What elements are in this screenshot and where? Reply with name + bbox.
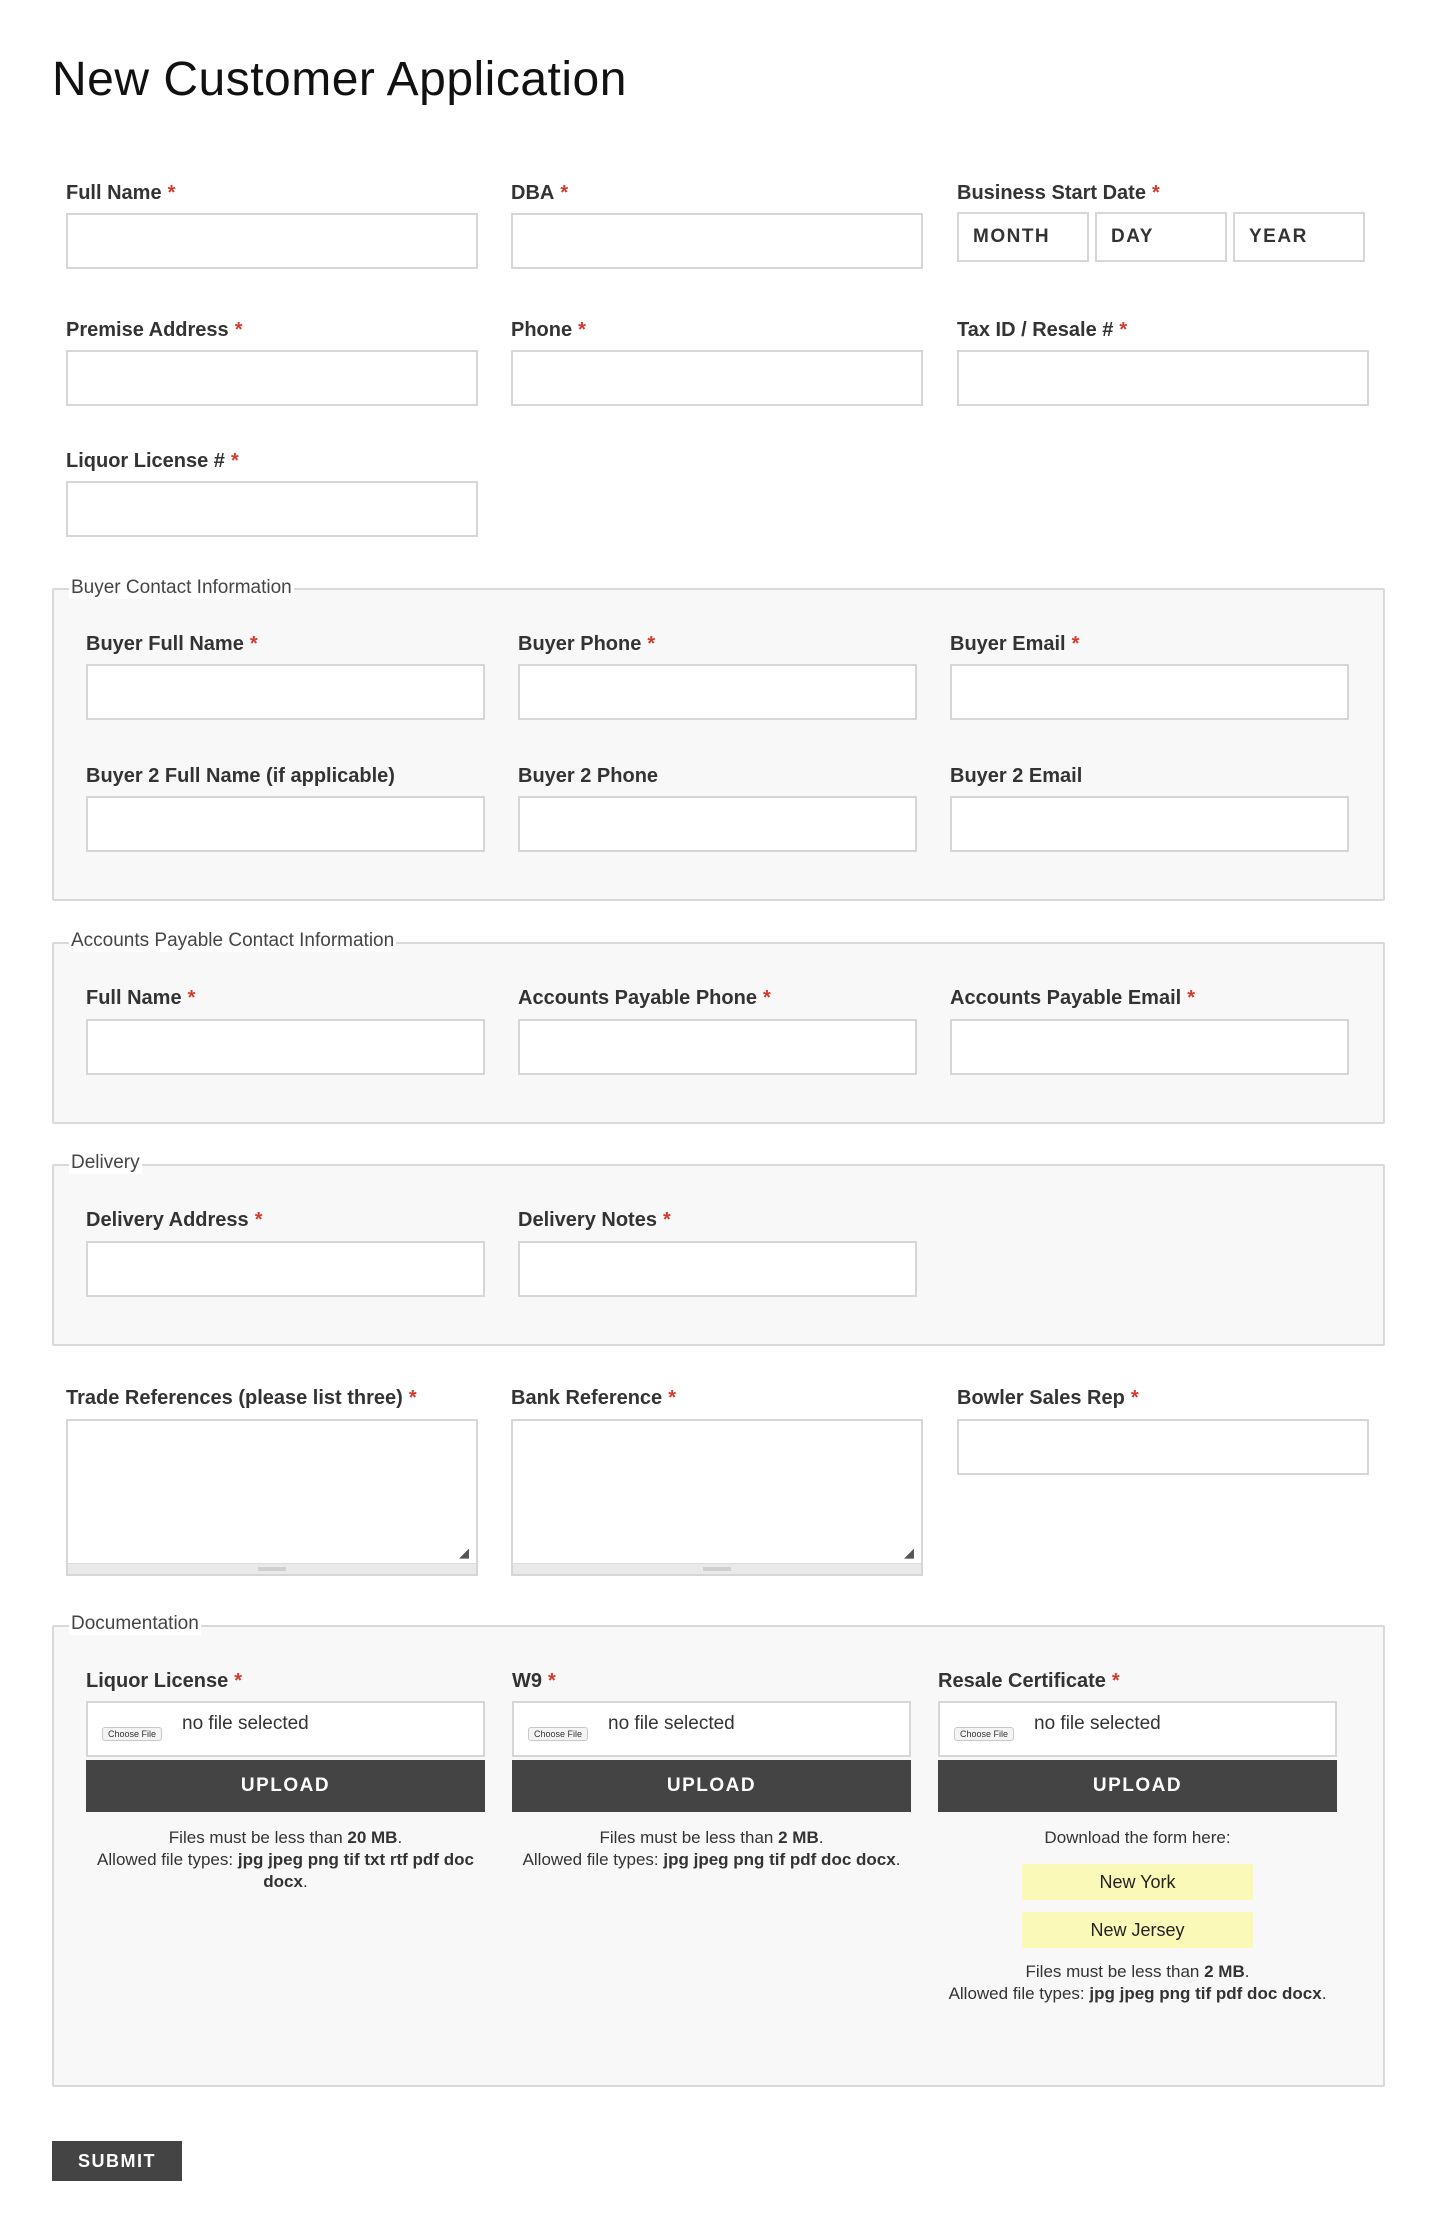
full-name-label: Full Name * xyxy=(66,182,176,204)
buyer-email-input[interactable] xyxy=(950,664,1349,720)
buyer-2-phone-label: Buyer 2 Phone xyxy=(518,765,659,787)
buyer-2-email-input[interactable] xyxy=(950,796,1349,852)
buyer-phone-input[interactable] xyxy=(518,664,917,720)
dba-label: DBA * xyxy=(511,182,569,204)
phone-input[interactable] xyxy=(511,350,923,406)
download-form-text: Download the form here: xyxy=(1044,1828,1231,1847)
business-start-date-label: Business Start Date * xyxy=(957,182,1160,204)
ap-phone-input[interactable] xyxy=(518,1019,917,1075)
scrollbar-thumb[interactable] xyxy=(703,1567,731,1571)
ap-email-input[interactable] xyxy=(950,1019,1349,1075)
delivery-address-input[interactable] xyxy=(86,1241,485,1297)
tax-id-input[interactable] xyxy=(957,350,1369,406)
buyer-2-full-name-label: Buyer 2 Full Name (if applicable) xyxy=(86,765,395,787)
buyer-full-name-input[interactable] xyxy=(86,664,485,720)
horizontal-scrollbar[interactable] xyxy=(68,1563,476,1574)
ap-full-name-input[interactable] xyxy=(86,1019,485,1075)
full-name-input[interactable] xyxy=(66,213,478,269)
day-input[interactable]: DAY xyxy=(1095,212,1227,262)
resale-certificate-file-note: Files must be less than 2 MB. Allowed file types: jpg jpeg png tif pdf doc docx. xyxy=(948,1962,1327,2003)
liquor-license-file-note: Files must be less than 20 MB. Allowed file types: jpg jpeg png tif txt rtf pdf doc docx. xyxy=(97,1828,474,1891)
w9-upload-button[interactable]: UPLOAD xyxy=(512,1760,911,1812)
page-title: New Customer Application xyxy=(52,53,627,106)
horizontal-scrollbar[interactable] xyxy=(513,1563,921,1574)
new-jersey-form-link[interactable]: New Jersey xyxy=(1022,1912,1253,1948)
liquor-license-input[interactable] xyxy=(66,481,478,537)
premise-address-label: Premise Address * xyxy=(66,319,243,341)
delivery-notes-label: Delivery Notes * xyxy=(518,1209,671,1231)
resale-certificate-file-input[interactable] xyxy=(938,1701,1337,1757)
year-input[interactable]: YEAR xyxy=(1233,212,1365,262)
resale-certificate-upload-button[interactable]: UPLOAD xyxy=(938,1760,1337,1812)
w9-upload-label: W9 * xyxy=(512,1670,556,1692)
phone-label: Phone * xyxy=(511,319,586,341)
delivery-legend: Delivery xyxy=(71,1152,140,1173)
buyer-email-label: Buyer Email * xyxy=(950,633,1080,655)
resize-handle-icon[interactable]: ◢ xyxy=(459,1545,469,1560)
new-york-form-link[interactable]: New York xyxy=(1022,1864,1253,1900)
trade-references-label: Trade References (please list three) * xyxy=(66,1387,417,1409)
ap-phone-label: Accounts Payable Phone * xyxy=(518,987,771,1009)
ap-email-label: Accounts Payable Email * xyxy=(950,987,1195,1009)
liquor-license-upload-button[interactable]: UPLOAD xyxy=(86,1760,485,1812)
w9-file-input[interactable] xyxy=(512,1701,911,1757)
dba-input[interactable] xyxy=(511,213,923,269)
no-file-status: no file selected xyxy=(1034,1713,1161,1734)
choose-file-button[interactable]: Choose File xyxy=(528,1727,588,1741)
buyer-2-email-label: Buyer 2 Email xyxy=(950,765,1083,787)
liquor-license-upload-label: Liquor License * xyxy=(86,1670,243,1692)
scrollbar-thumb[interactable] xyxy=(258,1567,286,1571)
resale-certificate-upload-label: Resale Certificate * xyxy=(938,1670,1120,1692)
ap-full-name-label: Full Name * xyxy=(86,987,196,1009)
trade-references-textarea[interactable] xyxy=(66,1419,478,1576)
choose-file-button[interactable]: Choose File xyxy=(102,1727,162,1741)
liquor-license-label: Liquor License # * xyxy=(66,450,239,472)
no-file-status: no file selected xyxy=(182,1713,309,1734)
buyer-2-phone-input[interactable] xyxy=(518,796,917,852)
buyer-full-name-label: Buyer Full Name * xyxy=(86,633,258,655)
w9-file-note: Files must be less than 2 MB. Allowed file types: jpg jpeg png tif pdf doc docx. xyxy=(522,1828,901,1869)
delivery-address-label: Delivery Address * xyxy=(86,1209,263,1231)
resize-handle-icon[interactable]: ◢ xyxy=(904,1545,914,1560)
buyer-phone-label: Buyer Phone * xyxy=(518,633,656,655)
bank-reference-textarea[interactable] xyxy=(511,1419,923,1576)
choose-file-button[interactable]: Choose File xyxy=(954,1727,1014,1741)
bank-reference-label: Bank Reference * xyxy=(511,1387,676,1409)
buyer-2-full-name-input[interactable] xyxy=(86,796,485,852)
delivery-notes-input[interactable] xyxy=(518,1241,917,1297)
sales-rep-input[interactable] xyxy=(957,1419,1369,1475)
no-file-status: no file selected xyxy=(608,1713,735,1734)
documentation-legend: Documentation xyxy=(71,1613,199,1634)
buyer-contact-legend: Buyer Contact Information xyxy=(71,577,292,598)
accounts-payable-legend: Accounts Payable Contact Information xyxy=(71,930,395,951)
premise-address-input[interactable] xyxy=(66,350,478,406)
tax-id-label: Tax ID / Resale # * xyxy=(957,319,1128,341)
submit-button[interactable]: SUBMIT xyxy=(52,2141,182,2181)
sales-rep-label: Bowler Sales Rep * xyxy=(957,1387,1139,1409)
month-input[interactable]: MONTH xyxy=(957,212,1089,262)
liquor-license-file-input[interactable] xyxy=(86,1701,485,1757)
